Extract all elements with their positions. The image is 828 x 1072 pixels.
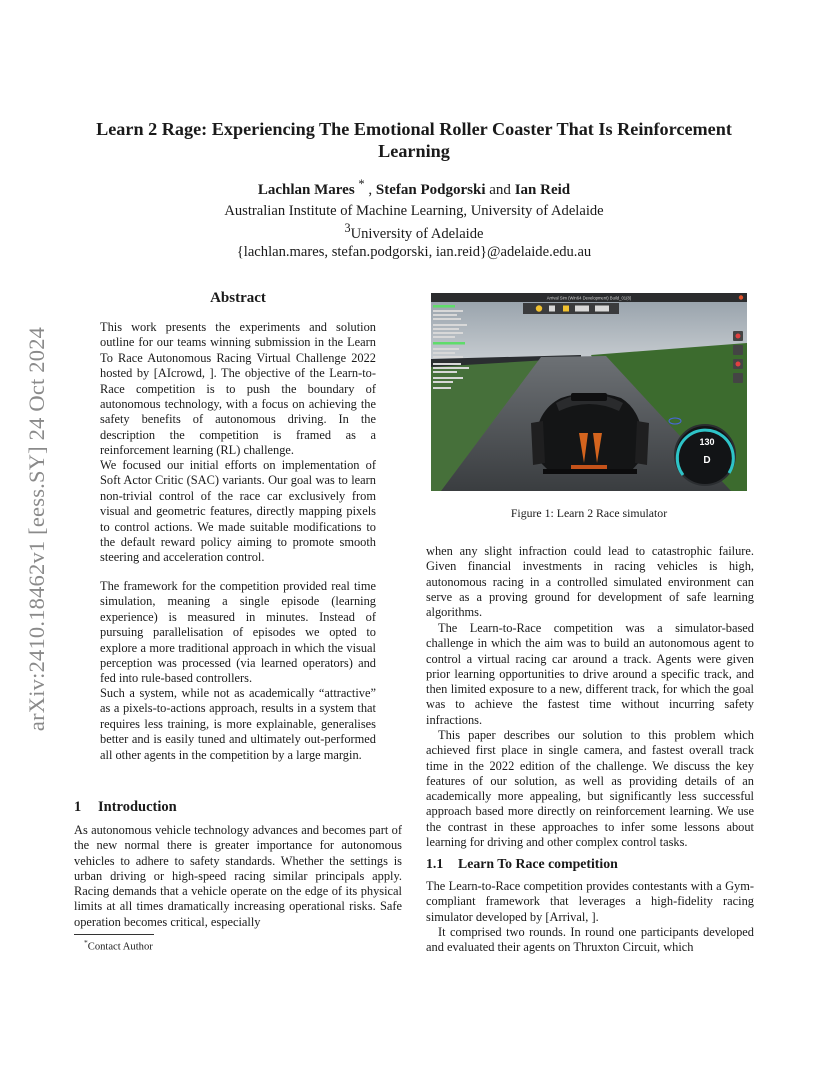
subsection-title: Learn To Race competition xyxy=(458,856,618,871)
right-paragraph-2: The Learn-to-Race competition was a simulator-based challenge in which the aim was to build an autonomous agent to control a virtual racing car around a track. Agents were given prior learning opportunities to drive around a specific track, and then limited exposure to a new, different track, for which the goal was to achieve the fastest time without incurring safety infractions. xyxy=(426,621,754,727)
gear-readout: D xyxy=(703,455,711,466)
author-2: Stefan Podgorski xyxy=(375,182,486,198)
author-3: Ian Reid xyxy=(514,182,571,198)
toolbar-play-icon[interactable] xyxy=(536,305,542,311)
footnote xyxy=(84,938,153,953)
side-button-4[interactable] xyxy=(733,373,743,383)
abstract-paragraph-3: The framework for the competition provided real time simulation, meaning a single episode (learning experience) is measured in minutes. Instead of pursuing parallelisation of episodes we opted to explore a more traditional approach in which the visual perception was processed (via learned operators) and fed into rule-based controllers. xyxy=(100,579,376,686)
section-heading-introduction xyxy=(74,799,177,816)
affiliation-2-mark: 3 xyxy=(344,221,351,235)
figure-caption: Figure 1: Learn 2 Race simulator xyxy=(510,506,668,520)
speed-readout: 130 xyxy=(699,437,715,447)
subsection-paragraph-2: It comprised two rounds. In round one participants developed and evaluated their agents on Thruxton Circuit, which xyxy=(426,925,754,955)
footnote-rule xyxy=(74,934,154,935)
speedometer xyxy=(675,425,735,485)
window-close-icon xyxy=(739,295,743,299)
toolbar-tool-icon[interactable] xyxy=(549,306,555,312)
toolbar-dropdown[interactable] xyxy=(575,306,589,312)
affiliation-1: Australian Institute of Machine Learning, University of Adelaide xyxy=(224,203,604,219)
author-separator: , xyxy=(364,182,376,198)
subsection-number: 1.1 xyxy=(426,856,444,871)
intro-paragraph: As autonomous vehicle technology advances and becomes part of the new normal there is greater importance for autonomous vehicles to adhere to safety standards. Whether the settings is urban driving or high-speed racing similar principals apply. Racing demands that a vehicle operate on the edge of its physical limits at all times dramatically increasing operational risks. Safe operation becomes critical, especially xyxy=(74,823,402,929)
section-number: 1 xyxy=(74,799,82,815)
footnote-text: Contact Author xyxy=(87,941,153,953)
section-title: Introduction xyxy=(98,799,177,815)
author-and: and xyxy=(485,182,515,198)
author-footnote-mark: * xyxy=(358,177,365,191)
right-paragraph-1: when any slight infraction could lead to catastrophic failure. Given financial investments in racing vehicles is high, autonomous racing in a controlled simulated environment can serve as a proving ground for development of safe learning algorithms. xyxy=(426,544,754,620)
affiliation-2-text: University of Adelaide xyxy=(350,225,484,242)
paper-title: Learn 2 Rage: Experiencing The Emotional Roller Coaster That Is Reinforcement Learning xyxy=(96,119,732,161)
simulator-scene xyxy=(431,293,747,491)
abstract-heading: Abstract xyxy=(210,290,266,306)
author-line xyxy=(60,177,768,199)
arxiv-stamp xyxy=(22,282,52,776)
simulator-screenshot xyxy=(431,293,747,491)
window-title: Arrival Sim (Win64 Development) Build_01(8) xyxy=(546,295,632,301)
side-button-2[interactable] xyxy=(733,345,743,355)
arxiv-stamp-text: arXiv:2410.18462v1 [eess.SY] 24 Oct 2024 xyxy=(24,326,50,732)
author-emails: {lachlan.mares, stefan.podgorski, ian.reid}@adelaide.edu.au xyxy=(236,244,592,260)
right-paragraph-3: This paper describes our solution to this problem which achieved first place in single camera, and fastest overall track time in the 2022 edition of the challenge. We discuss the key features of our solution, as well as providing details of an academically more appealing, but significantly less successful approach based more directly on reinforcement learning. We use the contrast in these approaches to infer some lessons about learning for driving and other complex control tasks. xyxy=(426,728,754,850)
toolbar-settings-icon[interactable] xyxy=(595,306,609,312)
subsection-paragraph-1: The Learn-to-Race competition provides contestants with a Gym-compliant framework that leverages a high-fidelity racing simulator developed by [Arrival, ]. xyxy=(426,879,754,924)
author-1: Lachlan Mares xyxy=(257,182,355,198)
abstract-paragraph-2: We focused our initial efforts on implementation of Soft Actor Critic (SAC) variants. Our goal was to learn non-trivial control of the race car exclusively from visual and geometric features, directly mapping pixels to control actions. We made suitable modifications to the default reward policy aiming to promote smooth steering and acceleration control. xyxy=(100,458,376,565)
subsection-heading xyxy=(426,856,618,872)
abstract-paragraph-1: This work presents the experiments and solution outline for our teams winning submission in the Learn To Race Autonomous Racing Virtual Challenge 2022 hosted by [AIcrowd, ]. The objective of the Learn-to-Race competition is to push the boundary of autonomous technology, with a focus on achieving the safety benefits of autonomous driving. In the description the competition is framed as a reinforcement learning (RL) challenge. xyxy=(100,320,376,458)
footnote-mark: * xyxy=(84,938,88,947)
affiliation-2 xyxy=(60,221,768,243)
abstract-paragraph-4: Such a system, while not as academically “attractive” as a pixels-to-actions approach, results in a system that requires less training, is more explainable, generalises better and is easily tuned and ultimately out-performed all other agents in the competition by a large margin. xyxy=(100,686,376,762)
toolbar-pause-icon[interactable] xyxy=(563,306,569,312)
